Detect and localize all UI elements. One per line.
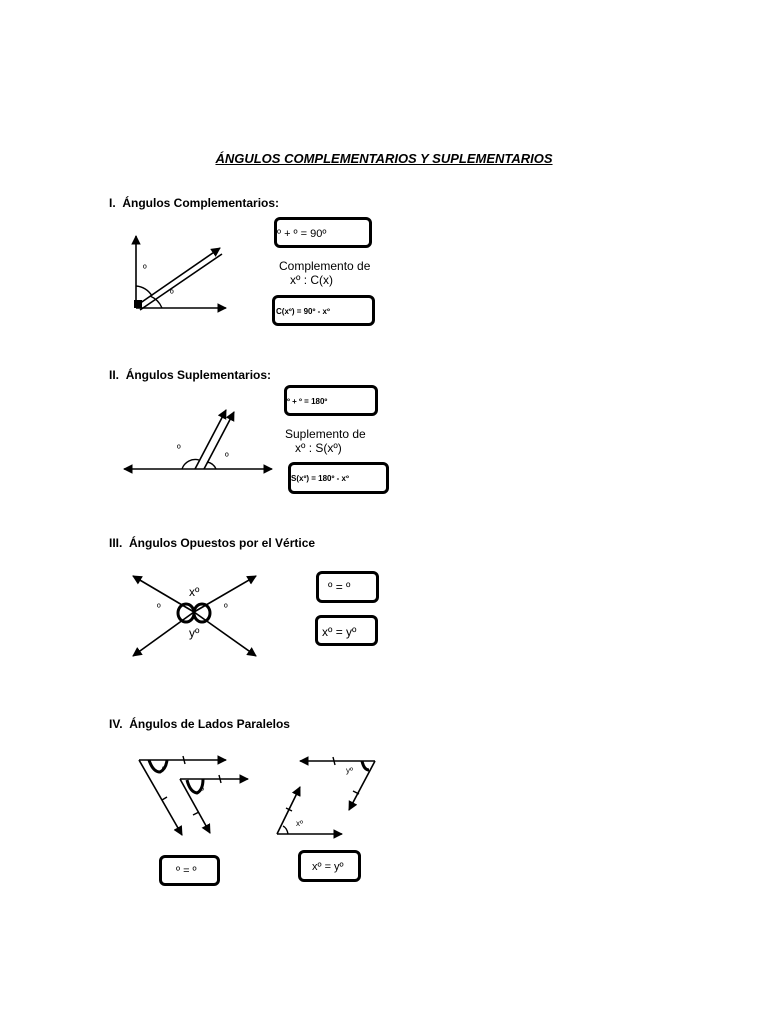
supplement-label: Suplemento de (285, 427, 366, 441)
vertical-angle-left-mark: º (157, 603, 161, 614)
complement-label: Complemento de (279, 259, 371, 273)
parallel-equal-text-left: º = º (176, 865, 197, 877)
vertical-angle-right-mark: º (224, 603, 228, 614)
vertical-angle-x: xº (189, 585, 200, 599)
supp-angle-mark-left: º (177, 444, 181, 455)
supplement-formula-text: S(xº) = 180º - xº (291, 474, 349, 483)
parallel-angle-x: xº (296, 819, 303, 828)
parallel-equal-box-left (159, 855, 220, 886)
section-1-numeral: I. (109, 196, 116, 210)
section-4-title: Ángulos de Lados Paralelos (129, 717, 290, 731)
parallel-angle-mark-2: º (201, 786, 204, 795)
vertical-equal-text-1: º = º (328, 580, 351, 594)
section-1-title: Ángulos Complementarios: (122, 196, 280, 210)
complementary-sum-text: º + º = 90º (277, 228, 327, 240)
page-title: ÁNGULOS COMPLEMENTARIOS Y SUPLEMENTARIOS (215, 151, 553, 166)
parallel-angle-y: yº (346, 766, 353, 775)
parallel-equal-text-right: xº = yº (312, 861, 344, 873)
section-2-numeral: II. (109, 368, 120, 382)
vertical-equal-text-2: xº = yº (322, 625, 357, 639)
complement-notation: xº : C(x) (290, 273, 334, 287)
angle-mark-lower: º (170, 289, 174, 300)
section-4-numeral: IV. (109, 717, 123, 731)
supplementary-sum-text: º + º = 180º (287, 397, 328, 406)
parallel-angle-mark-1: º (162, 765, 165, 774)
section-3-title: Ángulos Opuestos por el Vértice (129, 536, 316, 550)
angle-mark-upper: º (143, 264, 147, 275)
complement-formula-text: C(xº) = 90º - xº (276, 307, 330, 316)
vertical-angle-y: yº (189, 626, 200, 640)
section-2-title: Ángulos Suplementarios: (125, 368, 272, 382)
supp-angle-mark-right: º (225, 452, 229, 463)
section-3-numeral: III. (109, 536, 123, 550)
parallel-equal-box-right (298, 850, 361, 882)
supplement-notation: xº : S(xº) (295, 441, 342, 455)
